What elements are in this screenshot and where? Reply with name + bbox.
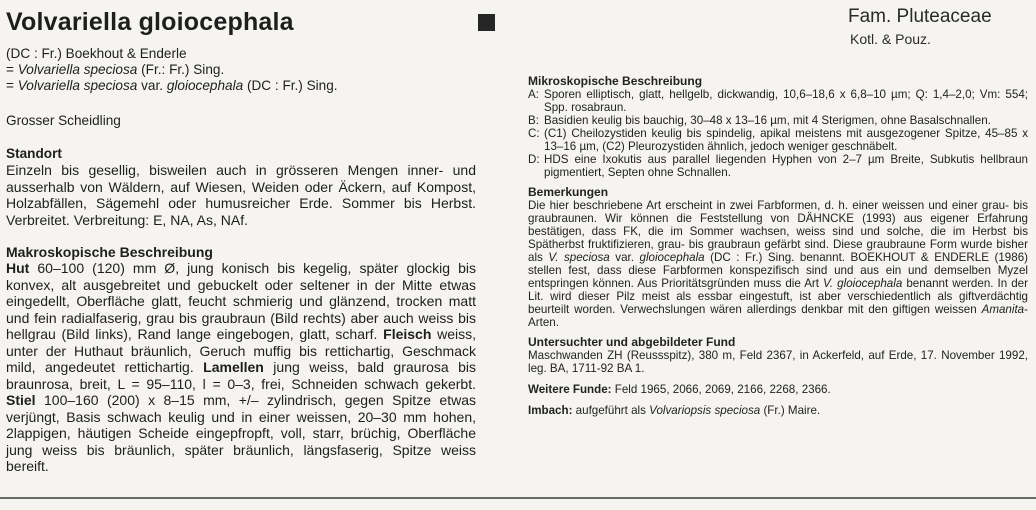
bemerkungen-text — [528, 199, 1028, 329]
imbach-end: (Fr.) Maire. — [760, 404, 821, 417]
authors: (DC : Fr.) Boekhout & Enderle — [6, 46, 187, 61]
mikro-item-text: Basidien keulig bis bauchig, 30–48 x 13–16 µm, mit 4 Sterigmen, ohne Basalschnallen. — [544, 114, 991, 127]
mikro-item-text: Sporen elliptisch, glatt, hellgelb, dickwandig, 10,6–18,6 x 6,8–10 µm; Q: 1,4–2,0; Vm: 554; Spp. rosabraun. — [544, 88, 1028, 114]
weitere-text: Feld 1965, 2066, 2069, 2166, 2268, 2366. — [611, 383, 831, 396]
hut-text: 60–100 (120) mm Ø, jung konisch bis kegelig, später glockig bis konvex, alt ausgebreitet und gebuckelt oder seltener in der Mitte etwas eingedellt, Oberfläche glatt, feucht schmierig und glänzend, trocken matt und fein radialfaserig, grau bis graubraun (Bild rechts) aber auch weiss bis hellgrau (Bild links), Rand lange eingebogen, glatt, scharf. — [6, 260, 476, 342]
weitere-label: Weitere Funde: — [528, 383, 612, 396]
stiel-text: 100–160 (200) x 8–15 mm, +/– zylindrisch, gegen Spitze etwas verjüngt, Basis schwach keulig und in einer weissen, 20–30 mm hohen, 2lappigen, häutigen Scheide eingepfropft, voll, starr, brüchig, Oberfläche jung weiss bis bräunlich, später bräunlich, längsfaserig, Spitze weiss bereift. — [6, 392, 476, 474]
makro-heading: Makroskopische Beschreibung — [6, 244, 213, 260]
fund-text: Maschwanden ZH (Reussspitz), 380 m, Feld 2367, in Ackerfeld, auf Erde, 17. November 1992, leg. BA, 1711-92 BA 1. — [528, 349, 1028, 375]
mikro-item-label: B: — [528, 114, 539, 127]
synonym-1 — [6, 62, 476, 78]
imbach-text: aufgeführt als — [572, 404, 650, 417]
bemerkungen-heading: Bemerkungen — [528, 185, 609, 199]
imbach-italic: Volvariopsis speciosa — [649, 404, 761, 417]
right-column — [528, 75, 1028, 417]
weitere-funde — [528, 383, 1028, 396]
mikro-item — [528, 153, 1028, 179]
mikro-item — [528, 114, 1028, 127]
bemerkungen-italic: Amanita — [981, 303, 1025, 316]
synonym-name: Volvariella speciosa — [17, 78, 138, 93]
synonym-var-name: gloiocephala — [166, 78, 244, 93]
family-authors: Kotl. & Pouz. — [850, 31, 931, 47]
synonym-author: (DC : Fr.) Sing. — [243, 78, 338, 93]
fleisch-label: Fleisch — [383, 326, 432, 342]
synonym-var-word: var. — [137, 78, 167, 93]
standort-heading: Standort — [6, 146, 62, 161]
stiel-label: Stiel — [6, 392, 36, 408]
imbach-note — [528, 404, 1028, 417]
bemerkungen-italic: V. speciosa — [548, 251, 610, 264]
mikro-item-label: C: — [528, 127, 540, 140]
synonym-prefix: = — [6, 78, 18, 93]
bemerkungen-part: benannt werden. In der Lit. wird dieser Pilz meist als essbar eingestuft, ist aber verschiedentlich als giftverdächtig beurteilt worden. Verwechslungen wären allerdings denkbar mit den giftigen weissen — [528, 277, 1028, 316]
mikro-item-text: HDS eine Ixokutis aus parallel liegenden Hyphen von 2–7 µm Breite, Subkutis hellbraun pigmentiert, Septen ohne Schnallen. — [544, 153, 1028, 179]
synonym-author: (Fr.: Fr.) Sing. — [137, 62, 225, 77]
fund-heading: Untersuchter und abgebildeter Fund — [528, 335, 736, 349]
synonym-2 — [6, 78, 476, 94]
standort-text: Einzeln bis gesellig, bisweilen auch in grösseren Mengen inner- und ausserhalb von Wäldern, auf Wiesen, Weiden oder Äckern, auf Kompost, Holzabfällen, Sägemehl oder humusreicher Erde. Sommer bis Herbst. Verbreitet. Verbreitung: E, NA, As, NAf. — [6, 162, 476, 228]
black-square-marker — [478, 14, 495, 31]
family-name: Fam. Pluteaceae — [848, 6, 992, 27]
mikro-item — [528, 127, 1028, 153]
mikro-item-label: A: — [528, 88, 539, 101]
mikro-heading: Mikroskopische Beschreibung — [528, 74, 703, 88]
bottom-rule — [0, 497, 1036, 499]
species-title: Volvariella gloiocephala — [6, 8, 294, 36]
bemerkungen-part: Die hier beschriebene Art erscheint in zwei Farbformen, d. h. einer weissen und einer grau- bis graubraunen. Wir können die Feststellung von DÄHNCKE (1993) aus eigener Erfahrung bestätigen, dass FK, die im Sommer wachsen, weiss sind und solche, die im Herbst bis Spätherbst fruktifizieren, grau- bis graubraun gefärbt sind. Diese graubraune Form wurde bisher als — [528, 199, 1028, 264]
mikro-item-text: (C1) Cheilozystiden keulig bis spindelig, apikal meistens mit ausgezogener Spitze, 45–85 x 13–16 µm, (C2) Pleurozystiden ähnlich, jedoch weniger geschnäbelt. — [544, 127, 1028, 153]
lamellen-text: jung weiss, bald graurosa bis braunrosa, breit, L = 95–110, l = 0–3, frei, Schneiden schwach gekerbt. — [6, 359, 477, 392]
lamellen-label: Lamellen — [203, 359, 264, 375]
common-name: Grosser Scheidling — [6, 113, 121, 128]
hut-label: Hut — [6, 260, 30, 276]
imbach-label: Imbach: — [528, 404, 573, 417]
bemerkungen-part: (DC : Fr.) Sing. benannt. BOEKHOUT & ENDERLE (1986) stellen fest, dass diese Farbformen konspezifisch sind und aus ein und demselben Myzel entspringen können. Aus Prioritätsgründen muss die Art — [528, 251, 1028, 290]
mikro-item — [528, 88, 1028, 114]
makro-text — [6, 260, 476, 475]
fleisch-text: weiss, unter der Huthaut bräunlich, Geruch muffig bis rettichartig, Geschmack mild, angedeutet rettichartig. — [6, 326, 476, 375]
mikro-item-label: D: — [528, 153, 540, 166]
bemerkungen-part: var. — [609, 251, 640, 264]
bemerkungen-italic: V. gloiocephala — [823, 277, 903, 290]
synonym-name: Volvariella speciosa — [17, 62, 138, 77]
left-column — [6, 46, 476, 475]
bemerkungen-italic: gloiocephala — [639, 251, 705, 264]
synonym-prefix: = — [6, 62, 18, 77]
bemerkungen-part: -Arten. — [528, 303, 1028, 329]
